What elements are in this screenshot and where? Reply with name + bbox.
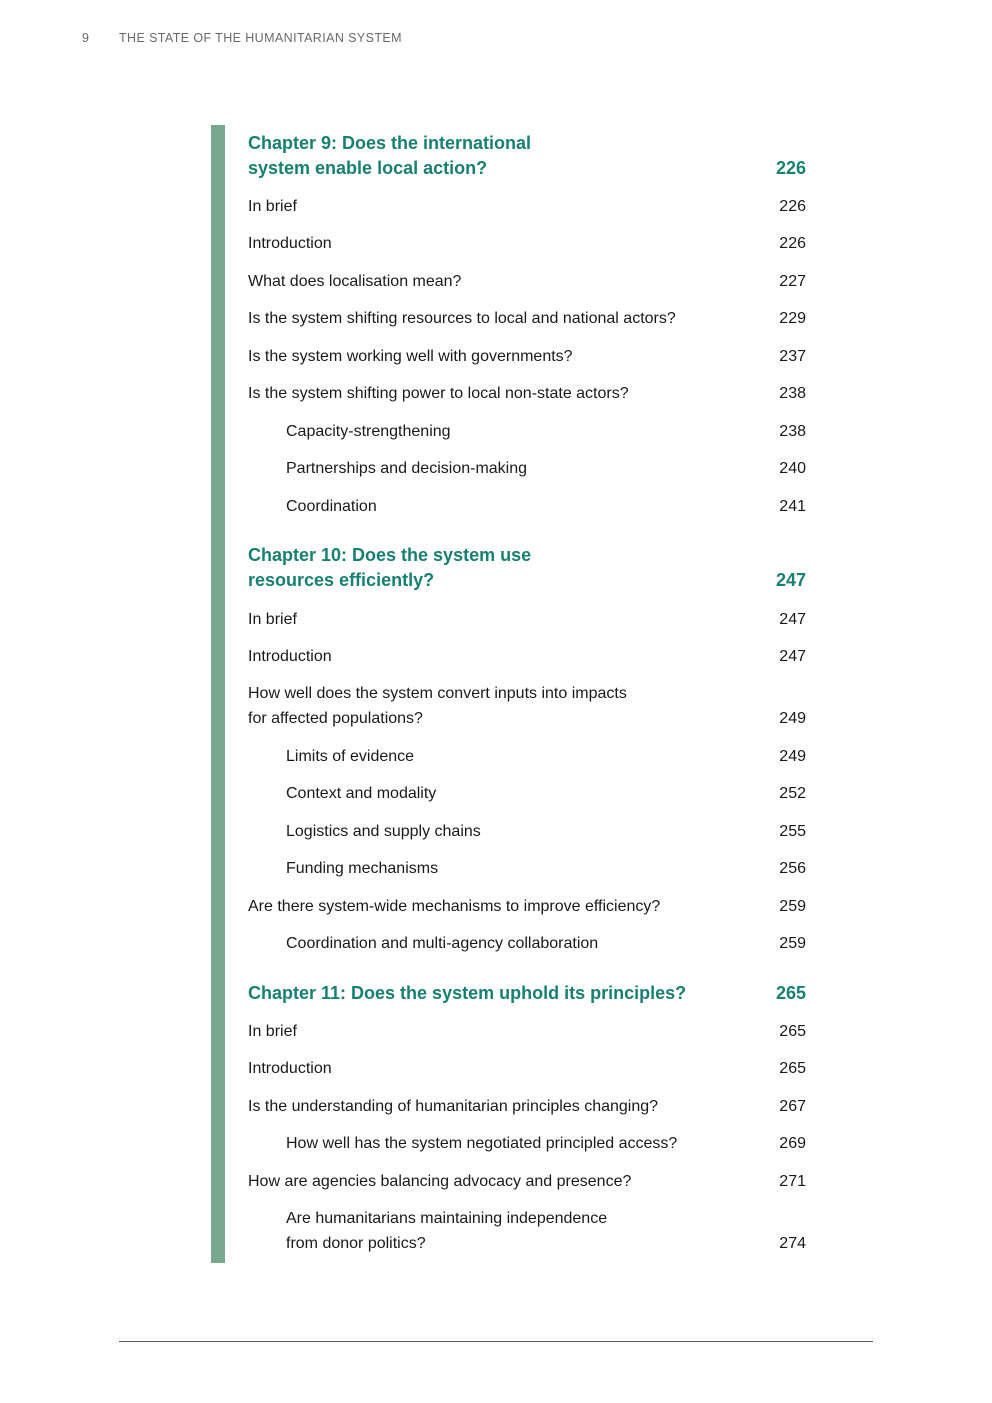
toc-entry-title: Is the system shifting resources to local and national actors? bbox=[248, 310, 676, 327]
toc-entry-page: 259 bbox=[779, 935, 806, 952]
toc-entry-page: 227 bbox=[779, 273, 806, 290]
toc-entry-page: 265 bbox=[775, 983, 806, 1003]
toc-entry[interactable] bbox=[248, 231, 806, 256]
toc-entry-title: Is the system working well with governments? bbox=[248, 348, 573, 365]
toc-entry-title: In brief bbox=[248, 198, 297, 215]
toc-entry-title: Partnerships and decision-making bbox=[286, 460, 528, 477]
toc-entry-title: Logistics and supply chains bbox=[286, 823, 481, 840]
toc-entry-title: Funding mechanisms bbox=[286, 860, 439, 877]
toc-entry-title: Limits of evidence bbox=[286, 748, 415, 765]
toc-entry[interactable] bbox=[248, 1169, 806, 1194]
toc-entry-title: Chapter 11: Does the system uphold its principles? bbox=[248, 983, 687, 1003]
toc-entry-title: How well has the system negotiated principled access? bbox=[286, 1135, 678, 1152]
toc-entry-page: 249 bbox=[779, 748, 806, 765]
toc-entry-page: 269 bbox=[779, 1135, 806, 1152]
toc-entry-page: 237 bbox=[779, 348, 806, 365]
toc-entry-title: How well does the system convert inputs into impacts for affected populations? bbox=[248, 685, 627, 727]
toc-entry[interactable] bbox=[248, 644, 806, 669]
toc-entry-page: 247 bbox=[779, 611, 806, 628]
toc-entry-title: Is the system shifting power to local non-state actors? bbox=[248, 385, 629, 402]
toc-entry-page: 259 bbox=[779, 898, 806, 915]
toc-entry-page: 249 bbox=[779, 710, 806, 727]
toc-entry-page: 265 bbox=[779, 1023, 806, 1040]
toc-entry-page: 240 bbox=[779, 460, 806, 477]
toc-subentry[interactable] bbox=[248, 494, 806, 519]
running-header bbox=[82, 31, 402, 45]
toc-entry-page: 226 bbox=[775, 158, 806, 178]
toc-entry-page: 229 bbox=[779, 310, 806, 327]
toc-entry-title: Are humanitarians maintaining independence from donor politics? bbox=[286, 1210, 608, 1252]
toc-entry-page: 241 bbox=[779, 498, 806, 515]
toc-entry-page: 226 bbox=[779, 198, 806, 215]
toc-entry-page: 247 bbox=[775, 570, 806, 590]
toc-entry-title: In brief bbox=[248, 1023, 297, 1040]
toc-entry-title: Coordination and multi-agency collaboration bbox=[286, 935, 599, 952]
toc-chapter-9[interactable] bbox=[248, 131, 806, 181]
toc-entry-title: Coordination bbox=[286, 498, 377, 515]
toc-subentry[interactable] bbox=[248, 744, 806, 769]
page-number: 9 bbox=[82, 31, 90, 45]
toc-subentry[interactable] bbox=[248, 419, 806, 444]
accent-bar bbox=[211, 125, 225, 1263]
toc-entry-title: Chapter 9: Does the international system enable local action? bbox=[248, 133, 532, 178]
toc-entry-title: Is the understanding of humanitarian principles changing? bbox=[248, 1098, 659, 1115]
toc-chapter-11[interactable] bbox=[248, 981, 806, 1006]
toc-entry[interactable] bbox=[248, 1056, 806, 1081]
toc-subentry[interactable] bbox=[248, 781, 806, 806]
toc-entry-title: What does localisation mean? bbox=[248, 273, 462, 290]
toc-subentry[interactable] bbox=[248, 456, 806, 481]
toc-entry-title: Are there system-wide mechanisms to improve efficiency? bbox=[248, 898, 661, 915]
toc-entry-page: 252 bbox=[779, 785, 806, 802]
toc-subentry[interactable] bbox=[248, 856, 806, 881]
toc-entry-title: Introduction bbox=[248, 648, 332, 665]
toc-entry[interactable] bbox=[248, 194, 806, 219]
toc-subentry[interactable] bbox=[248, 931, 806, 956]
toc-entry-page: 271 bbox=[779, 1173, 806, 1190]
footer-rule bbox=[119, 1341, 873, 1342]
toc-entry-title: Capacity-strengthening bbox=[286, 423, 451, 440]
toc-entry[interactable] bbox=[248, 344, 806, 369]
toc-entry[interactable] bbox=[248, 1019, 806, 1044]
toc-subentry[interactable] bbox=[248, 819, 806, 844]
toc-entry-title: Chapter 10: Does the system use resources efficiently? bbox=[248, 545, 532, 590]
toc-entry-page: 247 bbox=[779, 648, 806, 665]
toc-entry-page: 274 bbox=[779, 1235, 806, 1252]
toc-entry-title: In brief bbox=[248, 611, 297, 628]
toc-entry[interactable] bbox=[248, 681, 806, 731]
toc-entry-page: 267 bbox=[779, 1098, 806, 1115]
toc-entry-title: Context and modality bbox=[286, 785, 437, 802]
toc-entry[interactable] bbox=[248, 1094, 806, 1119]
toc-entry[interactable] bbox=[248, 306, 806, 331]
toc-entry-page: 255 bbox=[779, 823, 806, 840]
toc-entry-page: 265 bbox=[779, 1060, 806, 1077]
toc-entry-title: Introduction bbox=[248, 1060, 332, 1077]
toc-entry-page: 226 bbox=[779, 235, 806, 252]
running-title: THE STATE OF THE HUMANITARIAN SYSTEM bbox=[119, 31, 402, 45]
toc-entry-page: 256 bbox=[779, 860, 806, 877]
toc-entry[interactable] bbox=[248, 269, 806, 294]
toc-entry-title: Introduction bbox=[248, 235, 332, 252]
toc-subentry[interactable] bbox=[248, 1206, 806, 1256]
toc-entry[interactable] bbox=[248, 381, 806, 406]
toc-entry[interactable] bbox=[248, 894, 806, 919]
toc-subentry[interactable] bbox=[248, 1131, 806, 1156]
toc-entry-page: 238 bbox=[779, 423, 806, 440]
toc-chapter-10[interactable] bbox=[248, 543, 806, 593]
toc-entry-title: How are agencies balancing advocacy and presence? bbox=[248, 1173, 632, 1190]
toc-entry-page: 238 bbox=[779, 385, 806, 402]
toc-entry[interactable] bbox=[248, 607, 806, 632]
